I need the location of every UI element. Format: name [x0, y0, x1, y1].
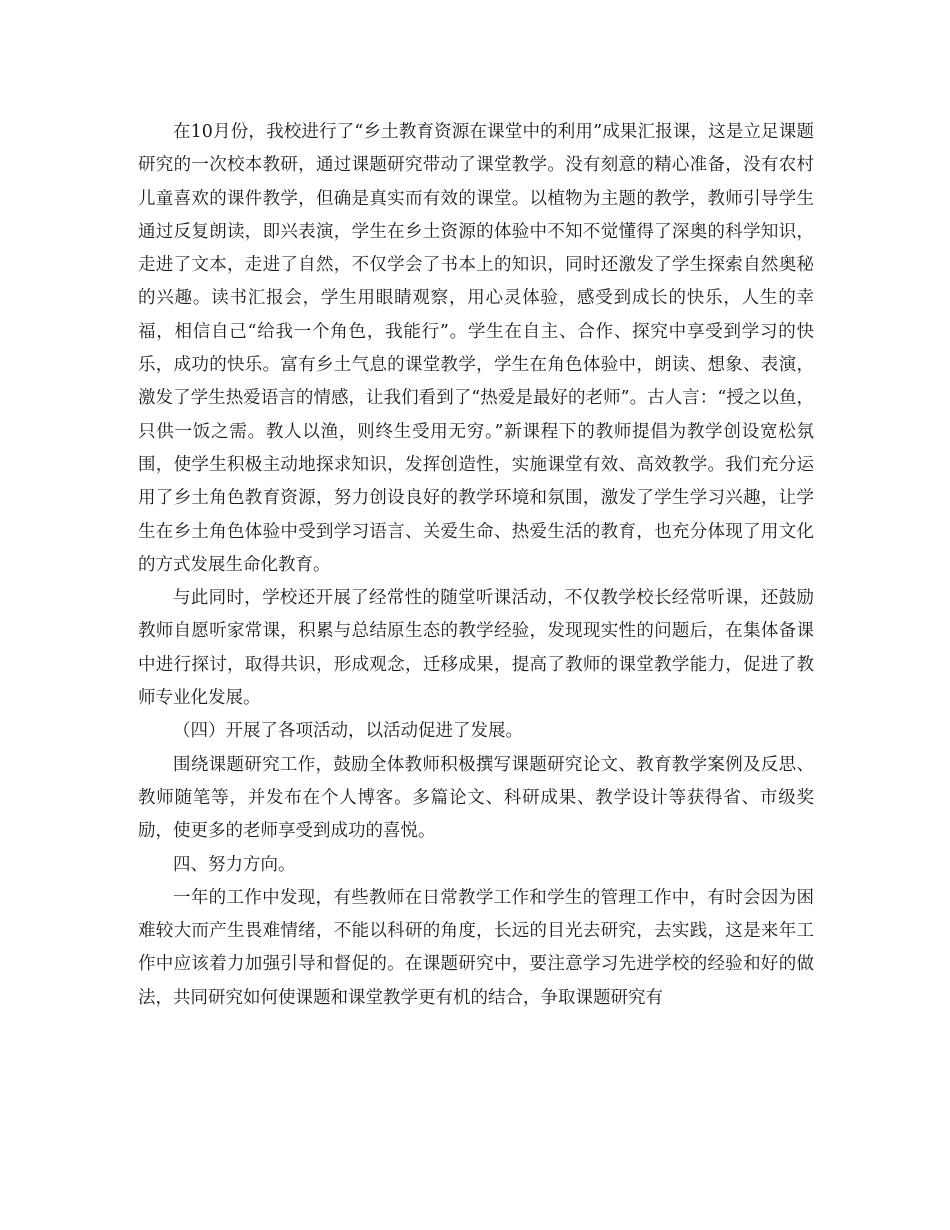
section-heading-activities: （四）开展了各项活动，以活动促进了发展。: [173, 721, 523, 742]
paragraph-future-work: 一年的工作中发现，有些教师在日常教学工作和学生的管理工作中，有时会因为困难较大而产生畏难情绪，不能以科研的角度，长远的目光去研究，去实践，这是来年工作中应该着力加强引导和督促的。在课题研究中，要注意学习先进学校的经验和好的做法，共同研究如何使课题和课堂教学更有机的结合，争取课题研究有: [138, 887, 814, 1008]
section-heading-direction: 四、努力方向。: [173, 854, 296, 875]
paragraph-research-papers: 围绕课题研究工作，鼓励全体教师积极撰写课题研究论文、教育教学案例及反思、教师随笔等，并发布在个人博客。多篇论文、科研成果、教学设计等获得省、市级奖励，使更多的老师享受到成功的喜悦。: [138, 754, 814, 842]
paragraph-lesson-observation: 与此同时，学校还开展了经常性的随堂听课活动，不仅教学校长经常听课，还鼓励教师自愿听家常课，积累与总结原生态的教学经验，发现现实性的问题后，在集体备课中进行探讨，取得共识，形成观念，迁移成果，提高了教师的课堂教学能力，促进了教师专业化发展。: [138, 588, 814, 709]
document-body: [138, 116, 814, 1015]
paragraph-report-lesson: 在10月份，我校进行了“乡土教育资源在课堂中的利用”成果汇报课，这是立足课题研究的一次校本教研，通过课题研究带动了课堂教学。没有刻意的精心准备，没有农村儿童喜欢的课件教学，但确是真实而有效的课堂。以植物为主题的教学，教师引导学生通过反复朗读，即兴表演，学生在乡土资源的体验中不知不觉懂得了深奥的科学知识，走进了文本，走进了自然，不仅学会了书本上的知识，同时还激发了学生探索自然奥秘的兴趣。读书汇报会，学生用眼睛观察，用心灵体验，感受到成长的快乐，人生的幸福，相信自己“给我一个角色，我能行”。学生在自主、合作、探究中享受到学习的快乐，成功的快乐。富有乡土气息的课堂教学，学生在角色体验中，朗读、想象、表演，激发了学生热爱语言的情感，让我们看到了“热爱是最好的老师”。古人言：“授之以鱼，只供一饭之需。教人以渔，则终生受用无穷。”新课程下的教师提倡为教学创设宽松氛围，使学生积极主动地探求知识，发挥创造性，实施课堂有效、高效教学。我们充分运用了乡土角色教育资源，努力创设良好的教学环境和氛围，激发了学生学习兴趣，让学生在乡土角色体验中受到学习语言、关爱生命、热爱生活的教育，也充分体现了用文化的方式发展生命化教育。: [138, 122, 814, 575]
